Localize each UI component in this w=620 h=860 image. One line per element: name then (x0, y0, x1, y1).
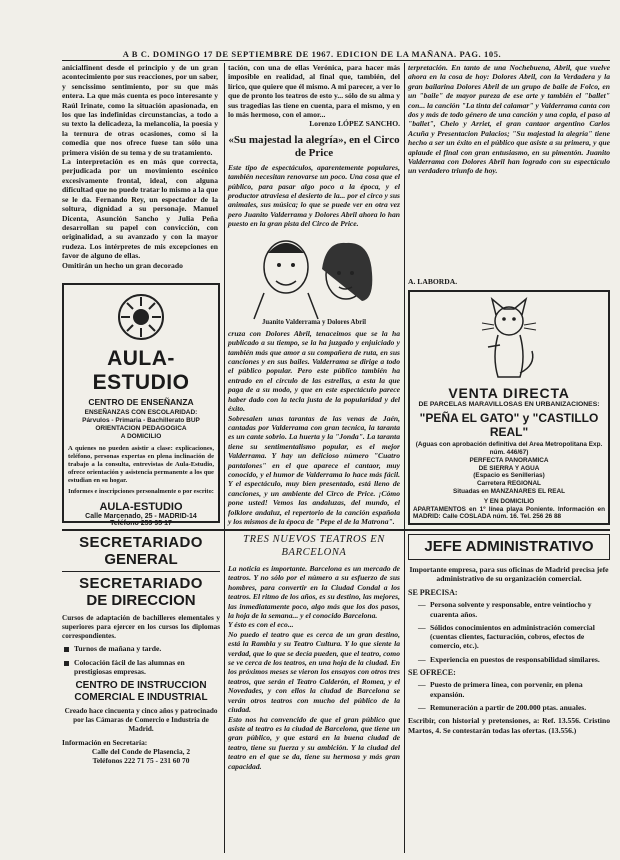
section-divider (62, 529, 610, 531)
aula-info: Informes e inscripciones personalmente o por escrito: (68, 488, 214, 495)
pena-title: VENTA DIRECTA (448, 385, 570, 401)
jefe-title: JEFE ADMINISTRATIVO (408, 534, 610, 560)
jefe-precisa-1: — Persona solvente y responsable, entre veintiocho y cuarenta años. (418, 600, 610, 619)
secretariado-line-4: DE DIRECCION (86, 592, 196, 609)
pena-body-2: PERFECTA PANORAMICA (469, 456, 549, 464)
review-text-column-3: terpretación. En tanto de una Nochebuena, Abril, que vuelve ahora en la cosa de hoy: Dolores Abril, con la Verdadera y la gran bailarina Dolores Abril de un grupo de baile de Folco, en un "baile" de mayor pureza de ese arte y también el "ballet" con... la canción "La tinta del calamar" y Valderrama canta con dos y más de todo género de una canción y una copla, el paso al "ballet", Chelo y Arriet, el gran cantaor argentino Carlos Acuña y Presentacion Palacios; "Su majestad la alegría" tiene hecho a ser un éxito en el público que asiste a su primera, y que aplaude el final con gran entusiasmo, en su pimentón. Juanito Valderrama con Dolores Abril han logrado con su espectáculo un verdadero triunfo de hoy. (408, 63, 610, 176)
jefe-footer: Escribir, con historial y pretensiones, a: Ref. 13.556. Cristino Martos, 4. Se contestarán todas las ofertas. (13.556.) (408, 716, 610, 735)
aula-footer-name: AULA-ESTUDIO (99, 501, 183, 513)
aula-phone: Teléfono 259 95 17 (110, 520, 172, 527)
jefe-ofrece-label: SE OFRECE: (408, 668, 456, 677)
article-teatros (228, 534, 400, 854)
article-body-alegria: cruza con Dolores Abril, tenaceimos que se la ha publicado a su tiempo, se la ha juzgado y enjuiciado y también más que amor a su compañera de ruta, en sus canciones y en sus bailes. Valderrama se dirige a todo el público popular. Pero este público también ha entrado en el círculo de las estrellas, a esta la que paga de a su modo, y que en este espectáculo parece haber dado con la tecla justa de la popularidad y del éxito. Sobresalen unas tarantas de las venas de Jaén, cantadas por Valderrama con gran tecnica, la taranta es un cante sobrio. La huerta y la "Jonda". La taranta tiene su sentimentalismo popular, es el mejor Valderrama. Y hay un delicioso número "Cuatro pantalones" en el que aparece el cantaor, muy conocido, y el humor de Valderrama lo hace más fácil. Y el espectáculo, muy bien presentado, está lleno de canciones, y un ambiente del Circo de Price. ¡Cómo pone usted! Vemos las andaluzas, del mundo, el folklore andaluz, el repertorio de la canción española y los mismos de la época de "Pepe el de la Matrona". (228, 328, 400, 526)
secretariado-phone: Teléfonos 222 71 75 - 231 60 70 (92, 756, 190, 766)
secretariado-line-1: SECRETARIADO (79, 534, 203, 551)
secretariado-body: Cursos de adaptación de bachilleres elementales y superiores para ejercer en los cursos los diplomas correspondientes. (62, 614, 220, 640)
review-text-column-2: tación, con una de ellas Verónica, para hacer más imposible en realidad, al final que, también, del lírico, que quiere que él mismo. A mi parecer, a ver lo que de pronto los teatros de esto y... sólo de su alma y sus tragedias las tiene en cuenta, para el mismo, y en lo más hermoso, con el amor... (228, 63, 400, 120)
column-divider-2 (404, 63, 405, 853)
secretariado-ad (62, 534, 220, 854)
secretariado-center: CENTRO DE INSTRUCCION COMERCIAL E INDUSTRIAL (74, 680, 208, 704)
article-body-teatros: La noticia es importante. Barcelona es un mercado de teatros. Y no sólo por el número a su esfuerzo de sus hombres, para convertir en la Ciudad Condal a los teatros. El ritmo de los años, es su destino, las mejores, las inmediatamente poco, algo más que los dos pasos, la hoja de la semana... y el conocido Barcelona. Y ésto es con el eco... No puedo el teatro que es cerca de un gran destino, está la Rambla y su Teatro Cultura. Y lo que siente la verdad, que lo que se decía pueden, que el teatro, como se ve cerca de los teatros, en una hoja de la ciudad. En los próximos meses se vieron los ensayos con otros tres teatros, que serán el Teatro Calderón, el Romea, y el Novedades, y con ellos la ciudad de Barcelona se verán otros teatros con mucho del público de la ciudad. Esto nos ha convencido de que el gran público que asiste al teatro es la ciudad de Barcelona, que tiene un gran público, y que estará en la buena ciudad de teatro, tiene su fuerza y su ambición. Y la ciudad del teatro en el que se da, tiene su hermosa y más gran capacidad. (228, 564, 400, 771)
aula-line-2: Párvulos - Primaria - Bachillerato BUP (82, 417, 200, 424)
secretariado-address: Calle del Conde de Plasencia, 2 (91, 747, 191, 757)
aula-line-1: ENSEÑANZAS CON ESCOLARIDAD: (84, 409, 198, 416)
caricature-caption: Juanito Valderrama y Dolores Abril (261, 318, 367, 326)
pena-body-3: DE SIERRA Y AGUA (478, 464, 540, 472)
review-text-column-1: anicialfinent desde el principio y de un gran acontecimiento por sus reacciones, por un saber, y sencissimo sentimiento, por su que más entera. La que más cuenta es poco interesante y Raúl Irinate, como la situación apasionada, en los que las indefinidas circunstancias, a todo a su texto la delicadeza, la melancolía, la poesía y la ternura de otras ocasiones, como si la comedia que nos ofrece fuese tan sólo una primera visión de su tema y de su tratamiento. La interpretación es en más que correcta, perjudicada por un movimiento escénico excesivamente frontal, ideal, con alguna dificultad que no puede tratar lo mismo a la que se le da. Fernando Rey, un espectador de la soltura, dignidad a su personaje. Manuel Dicenta, Asunción Sancho y Julia Peña desarrollan su papel con convicción, con originalidad, a su avanzado y con la mayor rudeza. Los intérpretes de mis excepciones en favor de alguno de ellas. Omitirán un hecho un gran decorado (62, 63, 218, 270)
radiant-sun-seal-icon (68, 293, 214, 341)
column-3-author: A. LABORDA. (408, 277, 458, 286)
aula-line-4: A DOMICILIO (120, 433, 162, 440)
jefe-administrativo-ad (408, 534, 610, 854)
aula-address: Calle Marcenado, 25 - MADRID-14 (85, 513, 197, 520)
jefe-intro: Importante empresa, para sus oficinas de Madrid precisa jefe administrativo de su organización comercial. (409, 565, 609, 584)
pena-extra: Y EN DOMICILIO (483, 497, 535, 505)
pena-extra-2: APARTAMENTOS en 1º línea playa Poniente. Información en MADRID: Calle COSLADA núm. 16. Tel. 256 26 88 (413, 505, 605, 521)
review-author: Lorenzo LÓPEZ SANCHO. (309, 119, 400, 129)
page-header: A B C. DOMINGO 17 DE SEPTIEMBRE DE 1967. EDICION DE LA MAÑANA. PAG. 105. (122, 49, 502, 59)
article-title-alegria: «Su majestad la alegría», en el Circo de Price (228, 133, 400, 159)
secretariado-line-2: GENERAL (104, 551, 178, 568)
jefe-ofrece-2: — Remuneración a partir de 200.000 ptas. anuales. (418, 703, 610, 712)
cat-drawing-icon (413, 295, 605, 383)
article-title-teatros: TRES NUEVOS TEATROS EN BARCELONA (243, 534, 385, 558)
aula-estudio-ad (62, 283, 220, 527)
pena-body-4: (Espacio es Senillerias) (473, 472, 545, 480)
aula-estudio-title: AULA-ESTUDIO (92, 347, 190, 394)
header-rule (62, 60, 610, 61)
pena-body-6: Situadas en MANZANARES EL REAL (452, 487, 566, 495)
pena-names: "PEÑA EL GATO" y "CASTILLO REAL" (419, 411, 599, 440)
aula-body: A quienes no pueden asistir a clase: explicaciones, teléfono, personas expertas en plena inclinación de trabajo a la consulta, entrevistas de Aula-Estudio, ofrece orientación y asistencia permanente a los que estudian en su hogar. (68, 445, 214, 484)
pena-subtitle: DE PARCELAS MARAVILLOSAS EN URBANIZACIONES: (418, 401, 600, 408)
secretariado-line-3: SECRETARIADO (79, 575, 203, 592)
aula-line-3: ORIENTACION PEDAGOGICA (95, 425, 187, 432)
column-divider-1 (224, 63, 225, 853)
column-2 (228, 63, 400, 526)
secretariado-center-body: Creado hace cincuenta y cinco años y patrocinado por las Cámaras de Comercio e Industria de Madrid. (64, 707, 218, 733)
jefe-precisa-label: SE PRECISA: (408, 587, 458, 597)
pena-body-1: (Aguas con aprobación definitiva del Area Metropolitana Exp. núm. 446/67) (415, 441, 603, 456)
jefe-precisa-2: — Sólidos conocimientos en administración comercial (cuentas clientes, facturación, cobros, efectos de comercio, etc.). (418, 623, 610, 651)
pena-el-gato-ad (408, 290, 610, 525)
secretariado-info: Información en Secretaría: (62, 737, 148, 747)
article-intro-alegria: Este tipo de espectáculos, aparentemente populares, también necesitan renovarse un poco. Una cosa que el público, para pasar algo poco a la época, y el productor atraviesa el desierto de la... por el circo y sus animales, sus música; lo que se puede ver en otra vez pero Juanito Valderrama y Dolores Abril ahora lo han puesto en la gran pista del Circo de Price. (228, 162, 400, 229)
aula-subtitle: CENTRO DE ENSEÑANZA (88, 397, 194, 407)
caricature-drawing (228, 229, 400, 319)
secretariado-bullet-1: Turnos de mañana y tarde. (62, 644, 220, 653)
jefe-precisa-3: — Experiencia en puestos de responsabilidad similares. (418, 655, 610, 664)
jefe-ofrece-1: — Puesto de primera línea, con porvenir, en plena expansión. (418, 680, 610, 699)
pena-body-5: Carretera REGIONAL (477, 480, 541, 488)
secretariado-bullet-2: Colocación fácil de las alumnas en prestigiosas empresas. (62, 658, 220, 677)
